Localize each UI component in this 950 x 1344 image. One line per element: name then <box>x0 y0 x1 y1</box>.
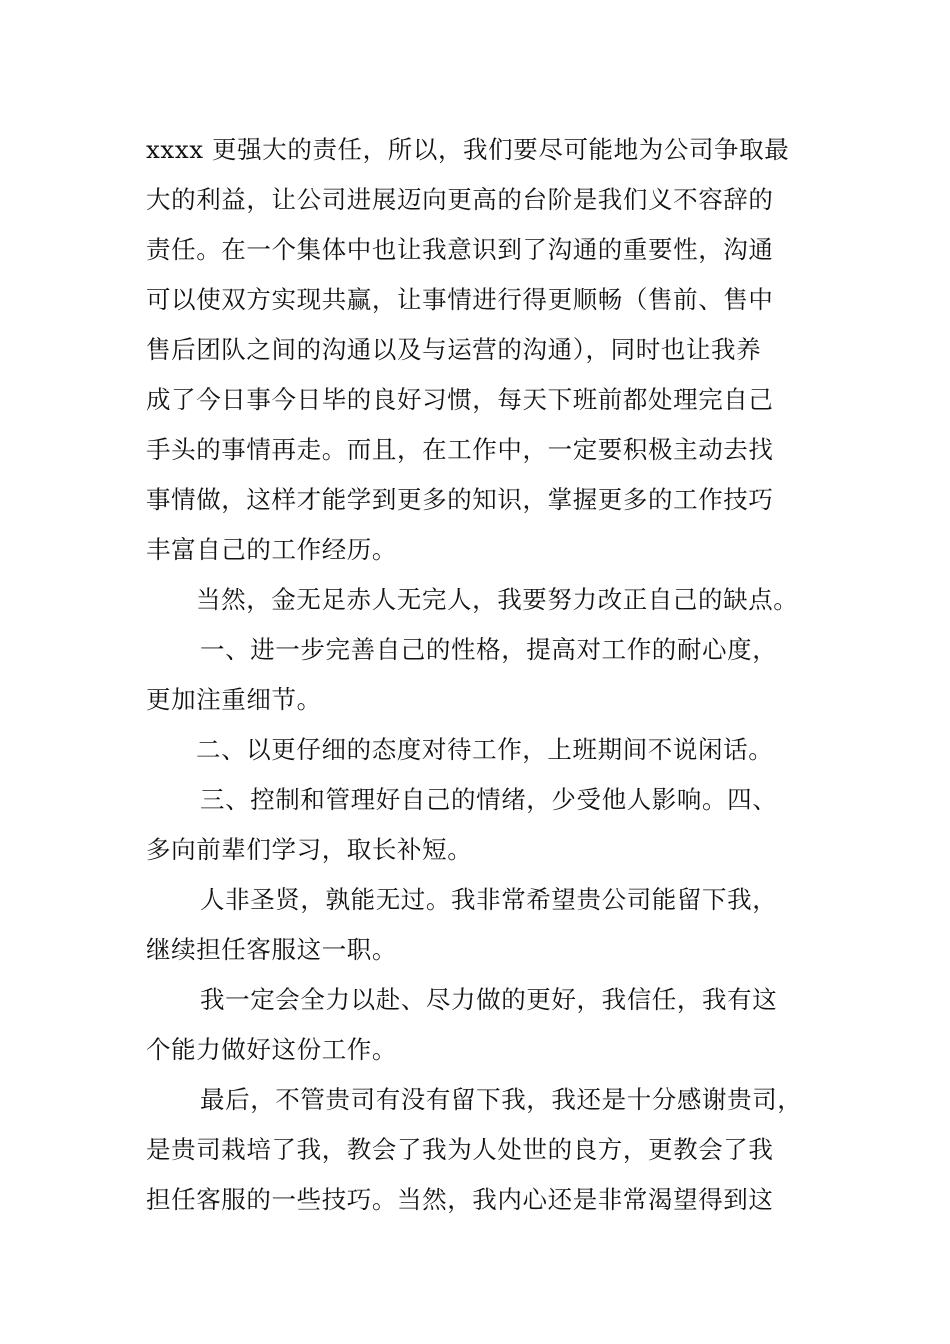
text-line: 事情做，这样才能学到更多的知识，掌握更多的工作技巧 <box>146 485 774 514</box>
list-item-1-line: 一、进一步完善自己的性格，提高对工作的耐心度， <box>200 635 778 664</box>
text-line: 责任。在一个集体中也让我意识到了沟通的重要性，沟通 <box>146 235 774 264</box>
text-line: 是贵司栽培了我，教会了我为人处世的良方，更教会了我 <box>146 1135 774 1164</box>
text-line: 担任客服的一些技巧。当然，我内心还是非常渴望得到这 <box>146 1185 774 1214</box>
text-line: 售后团队之间的沟通以及与运营的沟通），同时也让我养 <box>146 335 762 364</box>
list-item-1-continuation: 更加注重细节。 <box>146 685 322 714</box>
list-item-3-line: 三、控制和管理好自己的情绪，少受他人影响。四、 <box>200 785 778 814</box>
paragraph-first-line: 我一定会全力以赴、尽力做的更好，我信任，我有这 <box>200 985 778 1014</box>
text-line: xxxx 更强大的责任，所以，我们要尽可能地为公司争取最 <box>146 135 790 164</box>
text-line: 丰富自己的工作经历。 <box>146 535 397 564</box>
list-item-2-line: 二、以更仔细的态度对待工作，上班期间不说闲话。 <box>196 735 774 764</box>
list-item-4-continuation: 多向前辈们学习，取长补短。 <box>146 835 473 864</box>
paragraph-first-line: 当然，金无足赤人无完人，我要努力改正自己的缺点。 <box>196 585 799 614</box>
text-line: 继续担任客服这一职。 <box>146 935 397 964</box>
text-line: 可以使双方实现共赢，让事情进行得更顺畅（售前、售中 <box>146 285 774 314</box>
paragraph-first-line: 最后，不管贵司有没有留下我，我还是十分感谢贵司， <box>200 1085 803 1114</box>
text-line: 个能力做好这份工作。 <box>146 1035 397 1064</box>
paragraph-first-line: 人非圣贤，孰能无过。我非常希望贵公司能留下我， <box>200 885 778 914</box>
text-line: 手头的事情再走。而且，在工作中，一定要积极主动去找 <box>146 435 774 464</box>
text-line: 大的利益，让公司进展迈向更高的台阶是我们义不容辞的 <box>146 185 774 214</box>
text-line: 成了今日事今日毕的良好习惯，每天下班前都处理完自己 <box>146 385 774 414</box>
